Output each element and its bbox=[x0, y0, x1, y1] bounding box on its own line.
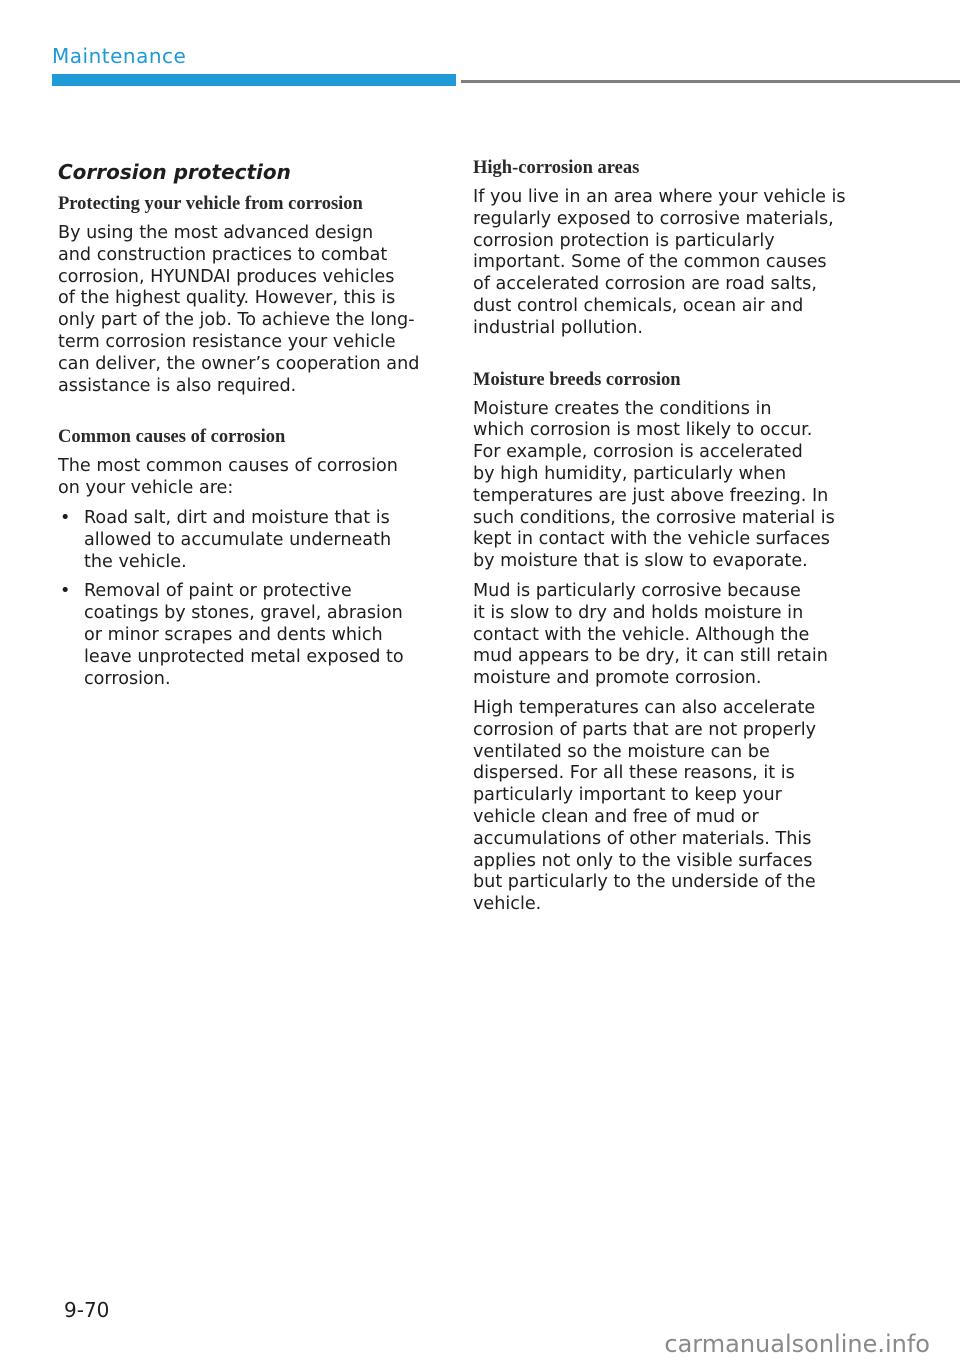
section-title: Corrosion protection bbox=[58, 160, 291, 184]
page-number: 9-70 bbox=[64, 1298, 110, 1322]
causes-intro: The most common causes of corrosion on your vehicle are: bbox=[58, 456, 398, 499]
causes-heading: Common causes of corrosion bbox=[58, 427, 286, 448]
protecting-heading: Protecting your vehicle from corrosion bbox=[58, 194, 363, 214]
watermark: carmanualsonline.info bbox=[664, 1330, 930, 1358]
bullet-icon: • bbox=[60, 581, 71, 602]
header-section-title: Maintenance bbox=[52, 44, 187, 68]
right-column bbox=[473, 158, 849, 924]
header-accent-bar bbox=[52, 74, 456, 86]
list-item: • Removal of paint or protective coatings by stones, gravel, abrasion or minor scrapes and dents which leave unprotected metal exposed to corrosion. bbox=[60, 581, 404, 689]
high-corrosion-heading: High-corrosion areas bbox=[473, 158, 640, 178]
protecting-paragraph: By using the most advanced design and construction practices to combat corrosion, HYUNDAI produces vehicles of the highest quality. However, this is only part of the job. To achieve the long- term corrosion resistance your vehicle can deliver, the owner’s cooperation and assistance is also required. bbox=[58, 223, 420, 396]
moisture-paragraph-3: High temperatures can also accelerate corrosion of parts that are not properly ventilated so the moisture can be dispersed. For all these reasons, it is particularly important to keep your vehicle clean and free of mud or accumulations of other materials. This applies not only to the visible surfaces but particularly to the underside of the vehicle. bbox=[473, 697, 817, 915]
list-item: • Road salt, dirt and moisture that is allowed to accumulate underneath the vehicle. bbox=[60, 507, 392, 572]
moisture-paragraph-1: Moisture creates the conditions in which corrosion is most likely to occur. For example, corrosion is accelerated by high humidity, particularly when temperatures are just above freezing. In such conditions, the corrosive material is kept in contact with the vehicle surfaces by moisture that is slow to evaporate. bbox=[473, 398, 835, 572]
moisture-paragraph-2: Mud is particularly corrosive because it is slow to dry and holds moisture in contact with the vehicle. Although the mud appears to be dry, it can still retain moisture and promote corrosion. bbox=[473, 580, 828, 689]
header-rule bbox=[461, 80, 960, 83]
left-column bbox=[58, 156, 434, 698]
moisture-heading: Moisture breeds corrosion bbox=[473, 369, 681, 390]
causes-list bbox=[58, 508, 434, 690]
high-corrosion-paragraph: If you live in an area where your vehicle is regularly exposed to corrosive materials, corrosion protection is particularly important. Some of the common causes of accelerated corrosion are road salts, dust control chemicals, ocean air and industrial pollution. bbox=[473, 187, 846, 338]
bullet-icon: • bbox=[60, 507, 71, 528]
